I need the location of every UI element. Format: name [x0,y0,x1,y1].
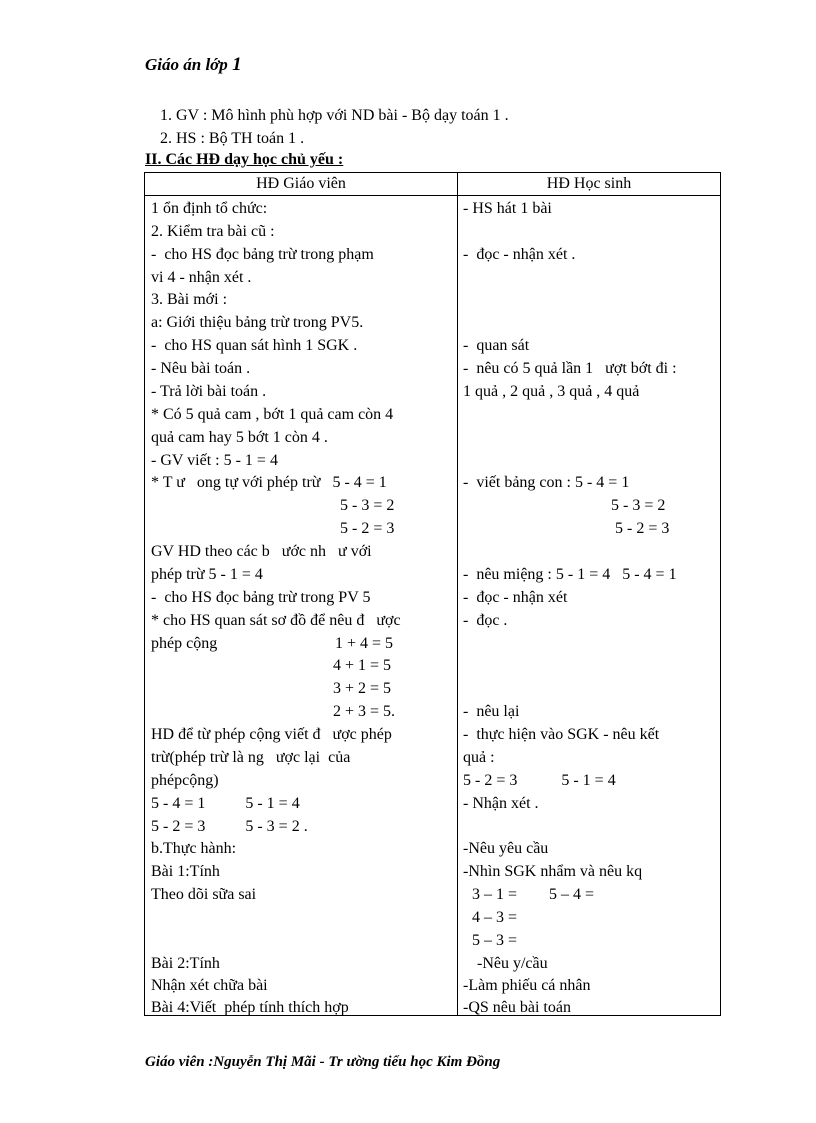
teacher-line: Bài 4:Viết phép tính thích hợp [151,999,349,1016]
teacher-line: 5 - 4 = 1 5 - 1 = 4 [151,795,300,812]
material-item: 1. GV : Mô hình phù hợp với ND bài - Bộ dạy toán 1 . [160,107,509,124]
teacher-line: Bài 2:Tính [151,955,220,972]
student-line: - nêu lại [463,703,520,720]
student-line: -Nêu yêu cầu [463,840,549,857]
teacher-line: Theo dõi sữa sai [151,886,257,903]
student-line: quả : [463,749,495,766]
student-line: -Nêu y/cầu [477,955,548,972]
student-line: - quan sát [463,337,530,354]
teacher-line: 5 - 2 = 3 [340,520,395,537]
student-line: - thực hiện vào SGK - nêu kết [463,726,660,743]
teacher-line: - cho HS đọc bảng trừ trong PV 5 [151,589,371,606]
student-line: 4 – 3 = [472,909,518,926]
student-line: -QS nêu bài toán [463,999,571,1016]
teacher-line: Bài 1:Tính [151,863,220,880]
teacher-line: - cho HS đọc bảng trừ trong phạm [151,246,374,263]
student-line: 5 - 2 = 3 5 - 1 = 4 [463,772,616,789]
teacher-line: 3. Bài mới : [151,291,228,308]
teacher-line: 3 + 2 = 5 [333,680,392,697]
teacher-column-header: HĐ Giáo viên [256,175,346,192]
lesson-table [144,172,721,1016]
teacher-line: 2 + 3 = 5. [333,703,396,720]
teacher-line: GV HD theo các b ước nh ư với [151,543,372,560]
teacher-line: 2. Kiểm tra bài cũ : [151,223,275,240]
teacher-line: 1 ổn định tổ chức: [151,200,268,217]
section-title: II. Các HĐ dạy học chủ yếu : [145,151,344,168]
teacher-line: - Trả lời bài toán . [151,383,267,400]
teacher-line: trừ(phép trừ là ng ược lại của [151,749,351,766]
student-line: -Nhìn SGK nhẩm và nêu kq [463,863,643,880]
header-title: Giáo án lớp [145,55,228,74]
student-line: - HS hát 1 bài [463,200,552,217]
teacher-line: quả cam hay 5 bớt 1 còn 4 . [151,429,328,446]
student-line: - nêu có 5 quả lần 1 ượt bớt đi : [463,360,677,377]
student-line: - đọc - nhận xét [463,589,568,606]
teacher-line: - GV viết : 5 - 1 = 4 [151,452,278,469]
student-line: 3 – 1 = 5 – 4 = [472,886,595,903]
teacher-line: 5 - 3 = 2 [340,497,395,514]
teacher-line: phép cộng [151,635,218,652]
teacher-line: * cho HS quan sát sơ đồ để nêu đ ược [151,612,401,629]
teacher-line: b.Thực hành: [151,840,237,857]
page-footer: Giáo viên :Nguyễn Thị Mãi - Tr ường tiểu học Kim Đồng [145,1054,501,1070]
student-line: 5 - 3 = 2 [611,497,666,514]
student-line: - nêu miệng : 5 - 1 = 4 5 - 4 = 1 [463,566,677,583]
teacher-line: * Có 5 quả cam , bớt 1 quả cam còn 4 [151,406,394,423]
teacher-line: a: Giới thiệu bảng trừ trong PV5. [151,314,364,331]
teacher-line: 4 + 1 = 5 [333,657,392,674]
student-line: - Nhận xét . [463,795,539,812]
materials-list [160,104,509,150]
student-line: 1 quả , 2 quả , 3 quả , 4 quả [463,383,640,400]
teacher-line: Nhận xét chữa bài [151,977,268,994]
teacher-line: - Nêu bài toán . [151,360,251,377]
material-item: 2. HS : Bộ TH toán 1 . [160,130,305,147]
student-column-header: HĐ Học sinh [546,175,632,192]
teacher-line: 1 + 4 = 5 [335,635,394,652]
teacher-line: 5 - 2 = 3 5 - 3 = 2 . [151,818,308,835]
student-line: - đọc - nhận xét . [463,246,576,263]
student-line: - đọc . [463,612,508,629]
student-line: 5 - 2 = 3 [615,520,670,537]
header-divider [145,195,720,196]
teacher-line: vi 4 - nhận xét . [151,269,252,286]
student-line: - viết bảng con : 5 - 4 = 1 [463,474,630,491]
teacher-line: - cho HS quan sát hình 1 SGK . [151,337,358,354]
teacher-line: * T ư ong tự với phép trừ 5 - 4 = 1 [151,474,387,491]
page-header [145,54,242,76]
teacher-line: phép trừ 5 - 1 = 4 [151,566,263,583]
teacher-line: phépcộng) [151,772,219,789]
header-grade: 1 [232,54,242,75]
student-line: 5 – 3 = [472,932,518,949]
student-line: -Làm phiếu cá nhân [463,977,591,994]
column-divider [457,173,458,1015]
teacher-line: HD để từ phép cộng viết đ ược phép [151,726,392,743]
